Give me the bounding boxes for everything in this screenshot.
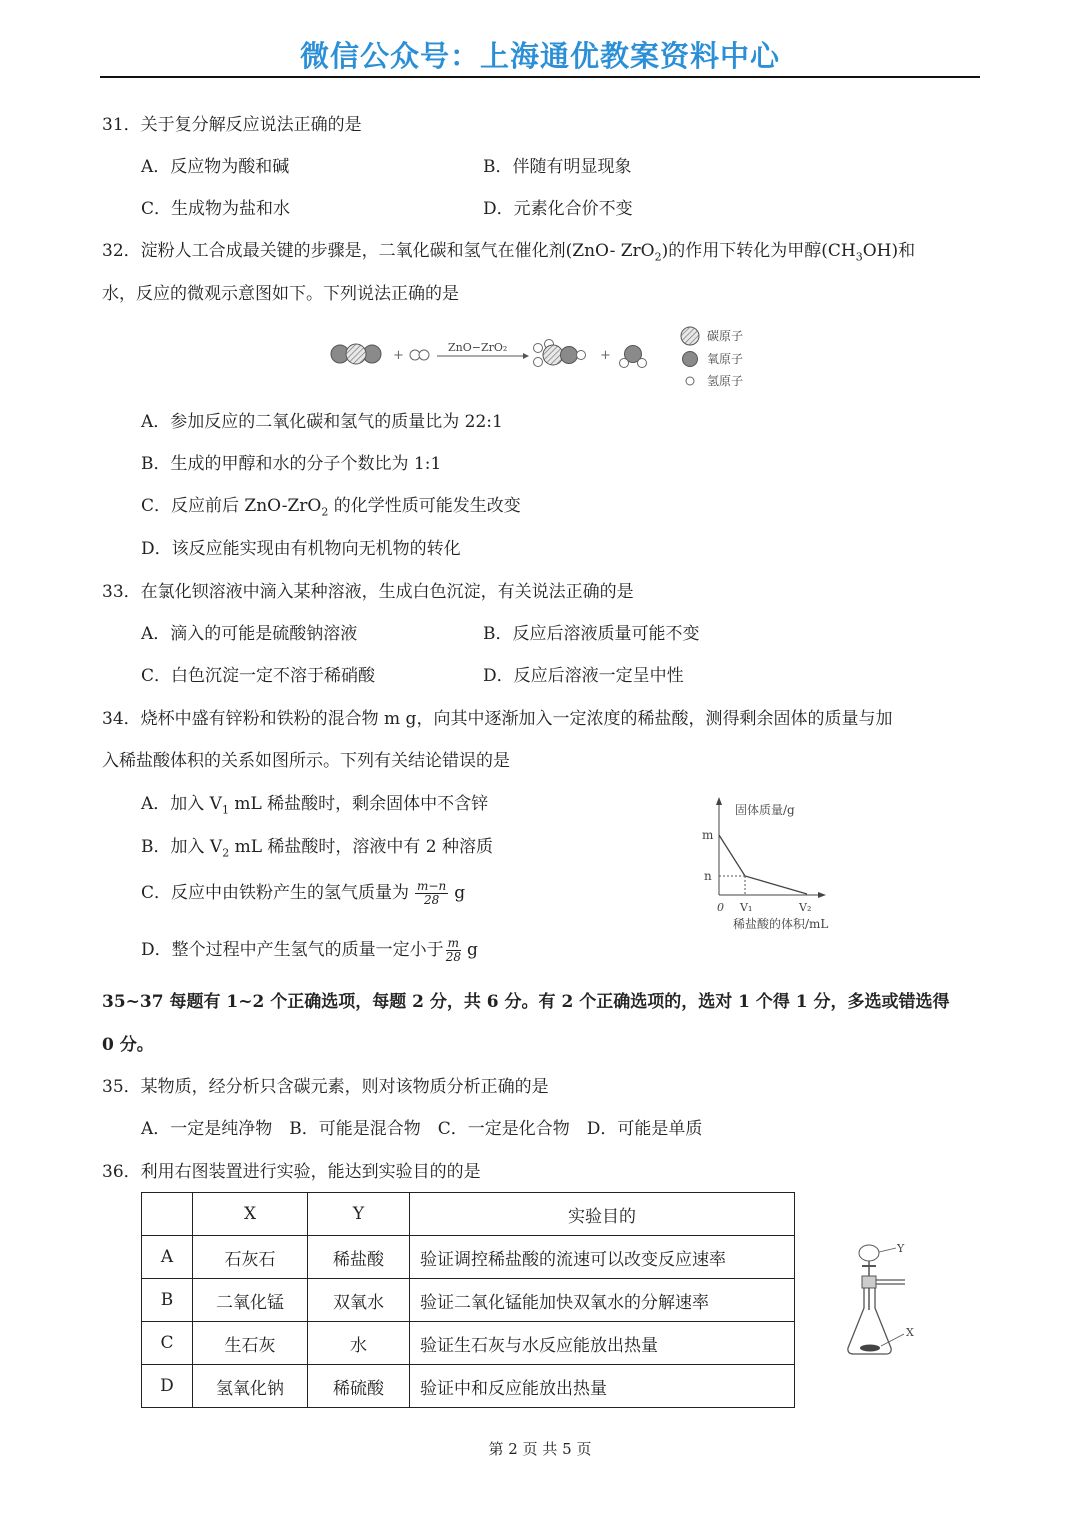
co2-molecule [331,344,381,364]
q36-stem: 36．利用右图装置进行实验，能达到实验目的的是 [102,1162,481,1182]
q33-stem: 33．在氯化钡溶液中滴入某种溶液，生成白色沉淀，有关说法正确的是 [102,582,634,602]
svg-text:Y: Y [897,1242,905,1255]
q34-option-c: C．反应中由铁粉产生的氢气质量为 $\frac{m-n}{28}$ g [141,879,466,907]
q31-option-c: C．生成物为盐和水 [141,199,291,219]
q31-option-d: D．元素化合价不变 [483,199,633,219]
q33-option-d: D．反应后溶液一定呈中性 [483,666,684,686]
svg-text:0: 0 [717,901,724,914]
svg-text:氧原子: 氧原子 [707,352,744,366]
svg-text:+: + [393,348,404,363]
table-row: A 石灰石 稀盐酸 验证调控稀盐酸的流速可以改变反应速率 [142,1236,795,1279]
table-row: B 二氧化锰 双氧水 验证二氧化锰能加快双氧水的分解速率 [142,1279,795,1322]
q33-option-a: A．滴入的可能是硫酸钠溶液 [141,624,358,644]
q34-mass-volume-graph [695,795,855,937]
q32-option-a: A．参加反应的二氧化碳和氢气的质量比为 22:1 [141,412,503,432]
legend-oxygen [683,352,744,367]
table-header-row: X Y 实验目的 [142,1193,795,1236]
q33-option-b: B．反应后溶液质量可能不变 [483,624,700,644]
header-divider [100,76,980,78]
q34-stem: 34．烧杯中盛有锌粉和铁粉的混合物 m g，向其中逐渐加入一定浓度的稀盐酸，测得剩余固体的质量与加 [102,709,893,729]
q31-stem: 31．关于复分解反应说法正确的是 [102,115,362,135]
legend-hydrogen [686,374,743,388]
page-footer: 第 2 页 共 5 页 [488,1440,592,1458]
q35-options: A．一定是纯净物 B．可能是混合物 C．一定是化合物 D．可能是单质 [141,1119,703,1139]
h2-molecule [410,350,429,360]
svg-text:X: X [906,1326,914,1339]
q36-experiment-table [141,1192,795,1408]
q34-stem-line2: 入稀盐酸体积的关系如图所示。下列有关结论错误的是 [102,751,510,771]
svg-text:n: n [704,869,712,883]
q34-option-b: B．加入 $V_2$ mL 稀盐酸时，溶液中有 2 种溶质 [141,837,494,860]
q32-option-d: D．该反应能实现由有机物向无机物的转化 [141,539,461,559]
svg-text:稀盐酸的体积/mL: 稀盐酸的体积/mL [733,917,829,931]
svg-text:固体质量/g: 固体质量/g [735,803,795,817]
table-row: C 生石灰 水 验证生石灰与水反应能放出热量 [142,1322,795,1365]
q34-option-d: D．整个过程中产生氢气的质量一定小于 $\frac{m}{28}$ g [141,936,478,964]
svg-text:V₁: V₁ [740,901,753,914]
svg-text:碳原子: 碳原子 [707,329,744,343]
q31-option-a: A．反应物为酸和碱 [141,157,290,177]
section-instructions-line2: 0 分。 [102,1035,154,1055]
table-row: D 氢氧化钠 稀硫酸 验证中和反应能放出热量 [142,1365,795,1408]
svg-text:氢原子: 氢原子 [707,374,744,388]
q31-option-b: B．伴随有明显现象 [483,157,632,177]
q36-apparatus-flask [840,1240,930,1365]
methanol-molecule [534,340,586,367]
q34-option-a: A．加入 $V_1$ mL 稀盐酸时，剩余固体中不含锌 [141,794,489,817]
section-instructions: 35~37 每题有 1~2 个正确选项，每题 2 分，共 6 分。有 2 个正确选项的，选对 1 个得 1 分，多选或错选得 [102,992,950,1012]
q33-option-c: C．白色沉淀一定不溶于稀硝酸 [141,666,376,686]
catalyst-label: ZnO−ZrO₂ [448,341,508,354]
q32-stem-line2: 水，反应的微观示意图如下。下列说法正确的是 [102,284,459,304]
svg-text:+: + [600,348,611,363]
page-header-title: 微信公众号：上海通优教案资料中心 [299,39,780,73]
svg-text:m: m [702,828,714,842]
fraction-m-minus-n-over-28: $\frac{m-n}{28}$ [417,879,447,907]
fraction-m-over-28: $\frac{m}{28}$ [445,936,461,964]
q32-stem: 32．淀粉人工合成最关键的步骤是，二氧化碳和氢气在催化剂(ZnO- ZrO$_2$)的作用下转化为甲醇$(CH_3OH)$和 [102,241,916,264]
svg-text:V₂: V₂ [799,901,812,914]
q32-reaction-diagram [325,318,765,394]
q32-option-c: C．反应前后 ZnO-ZrO$_2$ 的化学性质可能发生改变 [141,496,521,519]
q35-stem: 35．某物质，经分析只含碳元素，则对该物质分析正确的是 [102,1077,549,1097]
legend-carbon [681,327,743,345]
water-molecule [620,346,647,368]
q32-option-b: B．生成的甲醇和水的分子个数比为 1:1 [141,454,442,474]
